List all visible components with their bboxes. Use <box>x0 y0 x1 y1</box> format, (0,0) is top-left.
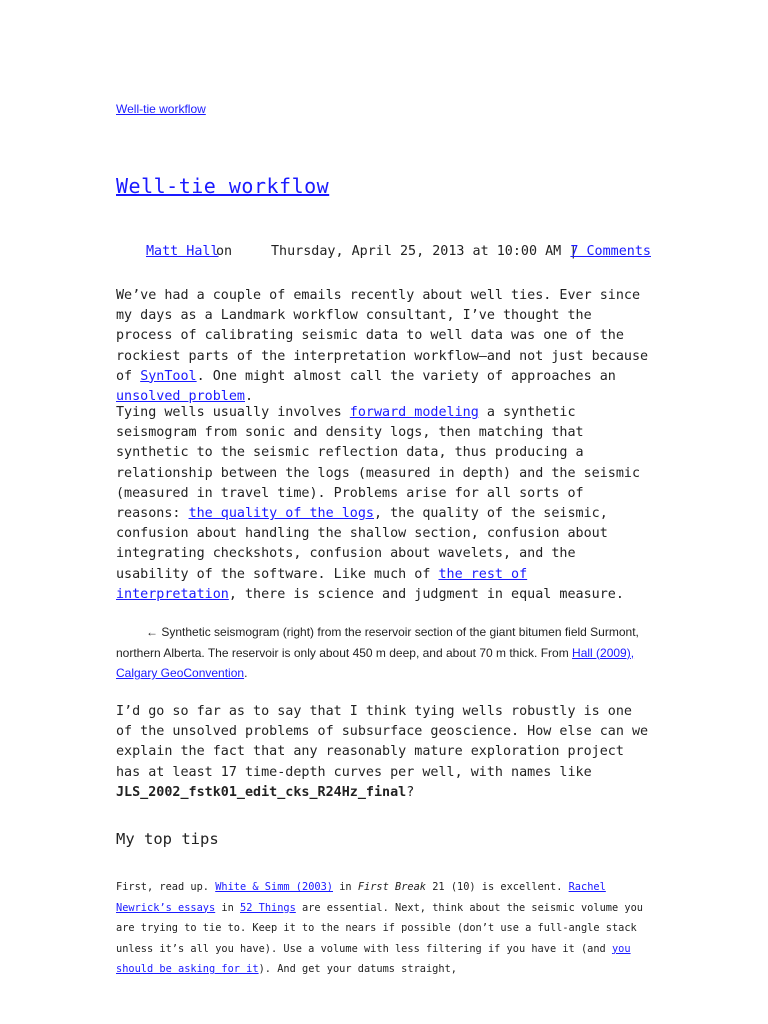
paragraph-text: , there is science and judgment in equal measure. <box>228 586 624 602</box>
caption-text: . <box>244 666 248 680</box>
paragraph-text: First, read up. <box>116 881 216 893</box>
unsolved-problem-link[interactable]: unsolved problem <box>116 389 245 405</box>
author-link[interactable]: Matt Hall <box>146 244 219 259</box>
paragraph-text: . <box>245 389 254 405</box>
quality-of-logs-link[interactable]: the quality of the logs <box>188 506 374 522</box>
caption-text: ← Synthetic seismogram (right) from the reservoir section of the giant bitumen field Surmont, northern Alberta. The reservoir is only about 450 m deep, and about 70 m thick. From <box>116 625 639 660</box>
paragraph-text: in <box>333 881 358 893</box>
post-date: Thursday, April 25, 2013 at 10:00 AM | <box>271 244 578 259</box>
paragraph-text: a synthetic seismogram from sonic and density logs, then matching that synthetic to the seismic reflection data, thus producing a relationship between the logs (measured in depth) and the seismic (measured in travel time). Problems arise for all sorts of reasons: <box>116 405 641 522</box>
image-caption <box>116 622 656 684</box>
comments-link[interactable]: 7 Comments <box>570 244 651 259</box>
paragraph-text: are essential. Next, think about the seismic volume you are trying to tie to. Keep it to the nears if possible (don’t use a full-angle stack unless it’s all you have). Use a volume with less filtering if you have it (and <box>116 901 643 955</box>
rachel-newrick-link[interactable]: Rachel Newrick’s essays <box>116 881 606 914</box>
forward-modeling-link[interactable]: forward modeling <box>349 405 479 420</box>
paragraph-text: . One might almost call the variety of approaches an <box>196 368 616 384</box>
page-title-link[interactable]: Well-tie workflow <box>116 174 330 198</box>
paragraph-tying-wells <box>116 403 656 605</box>
paragraph-text: ). And get your datums straight, <box>258 963 457 975</box>
paragraph-text: ? <box>406 784 415 800</box>
hall-2009-link[interactable]: Hall (2009), Calgary GeoConvention <box>116 645 635 680</box>
breadcrumb-link[interactable]: Well-tie workflow <box>116 102 206 116</box>
paragraph-text: 21 (10) is excellent. <box>426 881 569 893</box>
first-break-title: First Break <box>357 881 427 893</box>
paragraph-text: We’ve had a couple of emails recently about well ties. Ever since my days as a Landmark workflow consultant, I’ve thought the process of calibrating seismic data to well data was one of the rockiest parts of the interpretation workflow—and not just because of <box>116 288 649 384</box>
curve-name-code: JLS_2002_fstk01_edit_cks_R24Hz_final <box>116 784 407 800</box>
paragraph-text: Tying wells usually involves <box>116 405 350 420</box>
paragraph-unsolved <box>116 702 656 803</box>
paragraph-text: in <box>215 901 241 914</box>
52-things-link[interactable]: 52 Things <box>240 901 296 914</box>
white-simm-link[interactable]: White & Simm (2003) <box>215 881 333 893</box>
rest-of-interpretation-link[interactable]: the rest of interpretation <box>116 566 528 602</box>
section-heading-tips: My top tips <box>116 830 219 848</box>
paragraph-intro <box>116 286 656 407</box>
asking-for-it-link[interactable]: you should be asking for it <box>116 942 631 975</box>
byline-on-text: on <box>216 244 233 259</box>
syntool-link[interactable]: SynTool <box>140 368 197 384</box>
paragraph-tips <box>116 877 656 980</box>
paragraph-text: I’d go so far as to say that I think tying wells robustly is one of the unsolved problems of subsurface geoscience. How else can we explain the fact that any reasonably mature exploration project has at least 17 time-depth curves per well, with names like <box>116 704 649 780</box>
paragraph-text: , the quality of the seismic, confusion about handling the shallow section, confusion about integrating checkshots, confusion about wavelets, and the usability of the software. Like much of <box>116 506 608 582</box>
